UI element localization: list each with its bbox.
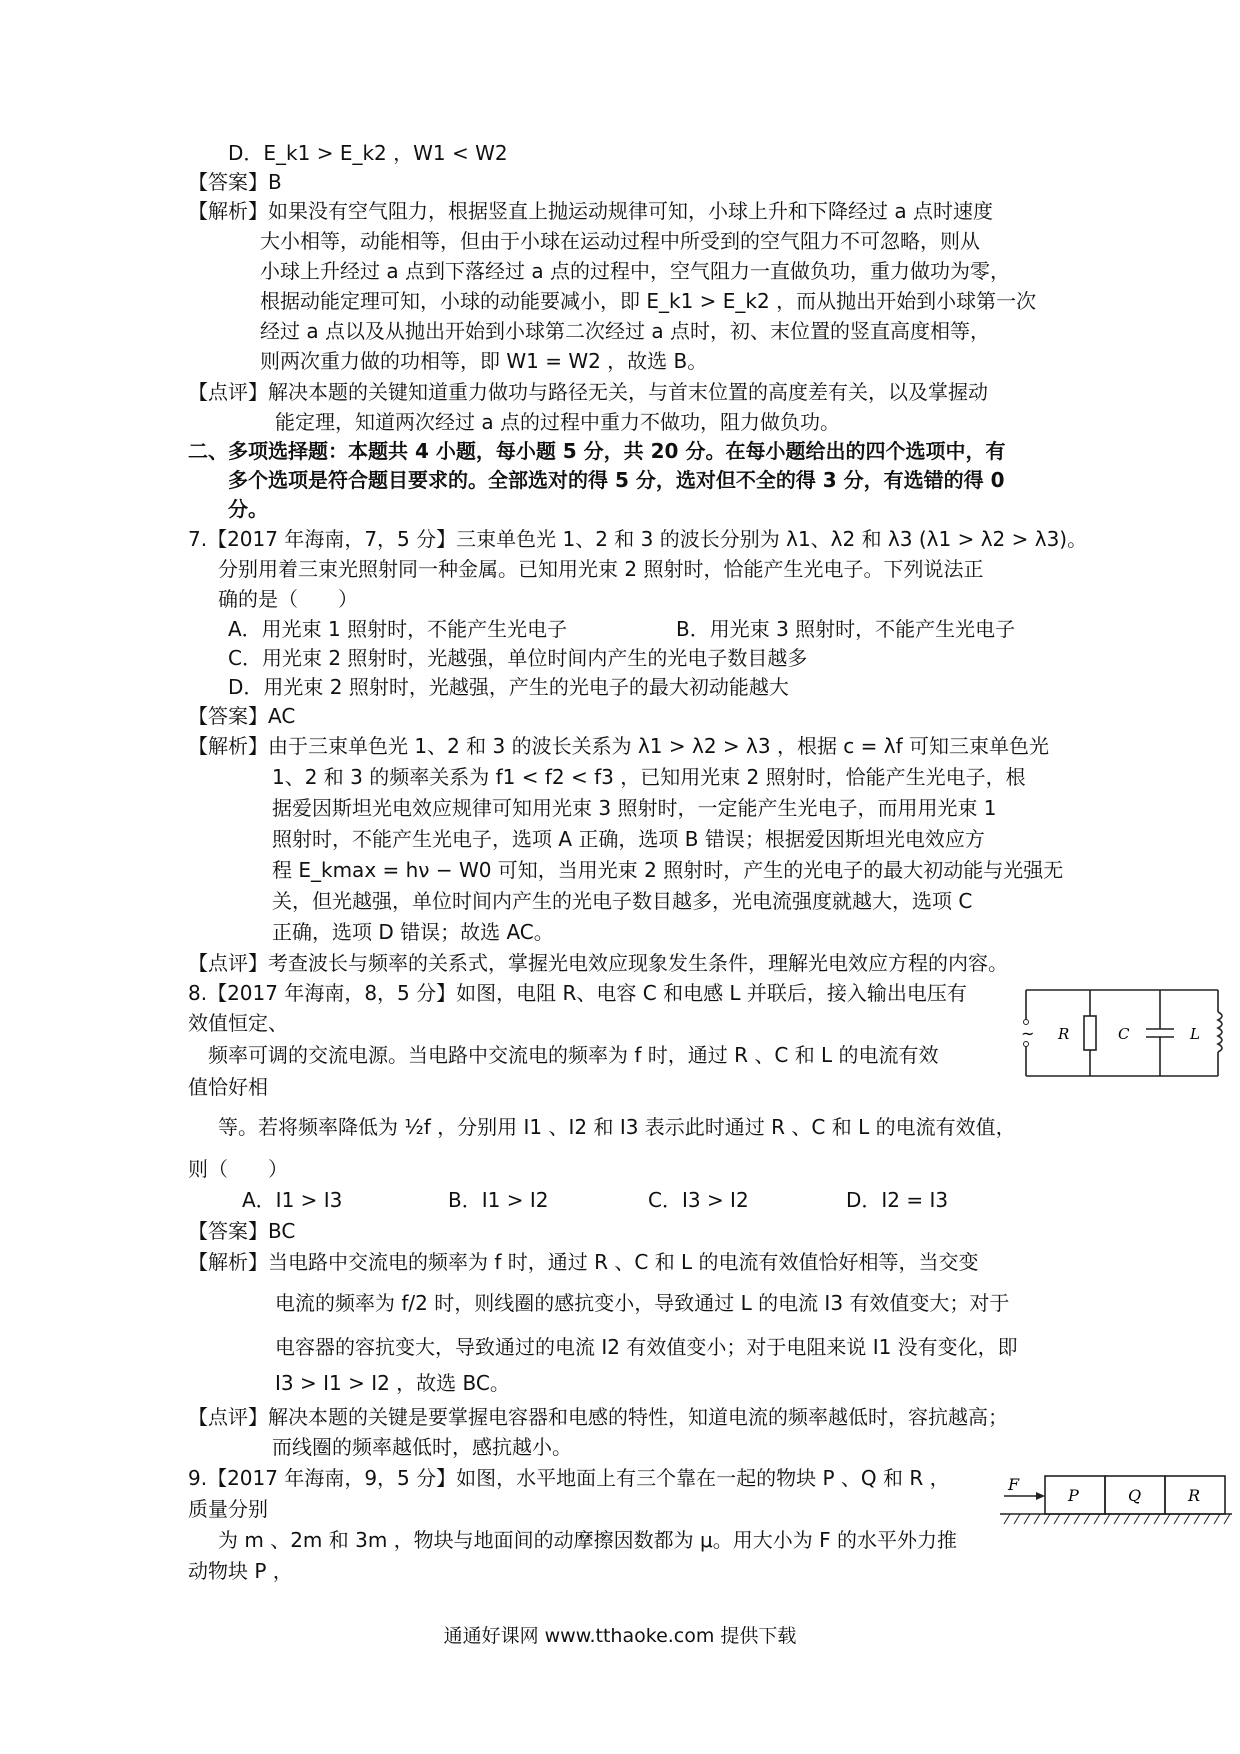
q7-analysis-line: 1、2 和 3 的频率关系为 f1 < f2 < f3 ，已知用光束 2 照射时，恰能产生光电子，根 [272,765,1026,789]
q9-stem-line: 动物块 P ， [188,1559,293,1583]
q6-analysis-line: 则两次重力做的功相等，即 W1 = W2 ，故选 B。 [260,349,708,373]
arrow-icon [1036,1492,1045,1500]
q7-option-a: A．用光束 1 照射时，不能产生光电子 [228,617,568,641]
q7-analysis-line: 程 E_kmax = hν − W0 可知，当用光束 2 照射时，产生的光电子的最大初动能与光强无 [272,858,1064,882]
q8-stem-line: 等。若将频率降低为 ½f ，分别用 I1 、I2 和 I3 表示此时通过 R 、C 和 L 的电流有效值， [218,1115,1016,1139]
q6-analysis-line: 根据动能定理可知，小球的动能要减小，即 E_k1 > E_k2 ，而从抛出开始到小球第一次 [260,289,1037,313]
q7-stem-line: 7.【2017 年海南，7，5 分】三束单色光 1、2 和 3 的波长分别为 λ1、λ2 和 λ3 (λ1 > λ2 > λ3)。 [188,527,1088,551]
q7-analysis-line: 据爱因斯坦光电效应规律可知用光束 3 照射时，一定能产生光电子，而用用光束 1 [272,796,997,820]
q6-analysis-line: 小球上升经过 a 点到下落经过 a 点的过程中，空气阻力一直做负功，重力做功为零， [260,259,1010,283]
blocks-diagram [1000,1470,1232,1532]
q9-stem-line: 为 m 、2m 和 3m ，物块与地面间的动摩擦因数都为 μ。用大小为 F 的水平外力推 [218,1528,957,1552]
q7-option-d: D．用光束 2 照射时，光越强，产生的光电子的最大初动能越大 [228,675,789,699]
q6-analysis-line: 【解析】如果没有空气阻力，根据竖直上抛运动规律可知，小球上升和下降经过 a 点时速度 [188,199,993,223]
force-label: F [1008,1475,1020,1494]
q7-analysis-line: 【解析】由于三束单色光 1、2 和 3 的波长关系为 λ1 > λ2 > λ3 ，根据 c = λf 可知三束单色光 [188,734,1050,758]
section-heading: 多个选项是符合题目要求的。全部选对的得 5 分，选对但不全的得 3 分，有选错的得 0 [228,468,1005,492]
q9-stem-line: 质量分别 [188,1497,268,1521]
q9-stem-line: 9.【2017 年海南，9，5 分】如图，水平地面上有三个靠在一起的物块 P 、Q 和 R ， [188,1466,950,1490]
q8-stem-line: 8.【2017 年海南，8，5 分】如图，电阻 R、电容 C 和电感 L 并联后，接入输出电压有 [188,981,967,1005]
inductor-label: L [1190,1025,1200,1043]
q6-option-d: D．E_k1 > E_k2 ，W1 < W2 [228,141,508,165]
q8-option-b: B．I1 > I2 [448,1188,549,1212]
q7-option-c: C．用光束 2 照射时，光越强，单位时间内产生的光电子数目越多 [228,646,808,670]
q8-analysis-line: 电容器的容抗变大，导致通过的电流 I2 有效值变小；对于电阻来说 I1 没有变化，即 [275,1335,1018,1359]
block-p-label: P [1068,1486,1079,1505]
q6-comment-line: 【点评】解决本题的关键知道重力做功与路径无关，与首末位置的高度差有关，以及掌握动 [188,380,988,404]
q6-comment-line: 能定理，知道两次经过 a 点的过程中重力不做功，阻力做负功。 [275,410,840,434]
q8-analysis-line: I3 > I1 > I2 ，故选 BC。 [275,1371,510,1395]
q6-answer: 【答案】B [188,170,282,194]
q8-analysis-line: 电流的频率为 f/2 时，则线圈的感抗变小，导致通过 L 的电流 I3 有效值变大；对于 [275,1291,1010,1315]
page-footer: 通通好课网 www.tthaoke.com 提供下载 [443,1625,797,1647]
q7-answer: 【答案】AC [188,704,296,728]
q7-stem-line: 分别用着三束光照射同一种金属。已知用光束 2 照射时，恰能产生光电子。下列说法正 [218,557,984,581]
q8-comment-line: 【点评】解决本题的关键是要掌握电容器和电感的特性，知道电流的频率越低时，容抗越高； [188,1405,1008,1429]
q6-analysis-line: 经过 a 点以及从抛出开始到小球第二次经过 a 点时，初、末位置的竖直高度相等， [260,319,990,343]
q8-analysis-line: 【解析】当电路中交流电的频率为 f 时，通过 R 、C 和 L 的电流有效值恰好相等，当交变 [188,1250,979,1274]
q7-analysis-line: 照射时，不能产生光电子，选项 A 正确，选项 B 错误；根据爱因斯坦光电效应方 [272,827,985,851]
q8-option-d: D．I2 = I3 [846,1188,949,1212]
q7-stem-line: 确的是（ ） [218,587,358,611]
q8-option-c: C．I3 > I2 [648,1188,749,1212]
q8-option-a: A．I1 > I3 [242,1188,343,1212]
ac-source-label: ~ [1021,1024,1035,1043]
q8-stem-line: 频率可调的交流电源。当电路中交流电的频率为 f 时，通过 R 、C 和 L 的电流有效 [208,1043,939,1067]
q6-analysis-line: 大小相等，动能相等，但由于小球在运动过程中所受到的空气阻力不可忽略，则从 [260,229,980,253]
resistor-label: R [1058,1025,1070,1043]
q8-stem-line: 效值恒定、 [188,1011,288,1035]
q8-stem-line: 则（ ） [188,1157,288,1181]
block-r-label: R [1188,1486,1201,1505]
section-heading: 分。 [228,497,268,521]
q7-analysis-line: 关，但光越强，单位时间内产生的光电子数目越多，光电流强度就越大，选项 C [272,889,973,913]
q8-comment-line: 而线圈的频率越低时，感抗越小。 [272,1435,572,1459]
q7-analysis-line: 正确，选项 D 错误；故选 AC。 [272,920,554,944]
block-q-label: Q [1128,1486,1142,1505]
q7-comment: 【点评】考查波长与频率的关系式，掌握光电效应现象发生条件，理解光电效应方程的内容。 [188,951,1008,975]
rcl-circuit-diagram [1018,984,1230,1082]
q8-stem-line: 值恰好相 [188,1075,268,1099]
q8-answer: 【答案】BC [188,1219,296,1243]
capacitor-label: C [1118,1025,1130,1043]
section-heading: 二、多项选择题：本题共 4 小题，每小题 5 分，共 20 分。在每小题给出的四个选项中，有 [188,439,1006,463]
q7-option-b: B．用光束 3 照射时，不能产生光电子 [676,617,1016,641]
